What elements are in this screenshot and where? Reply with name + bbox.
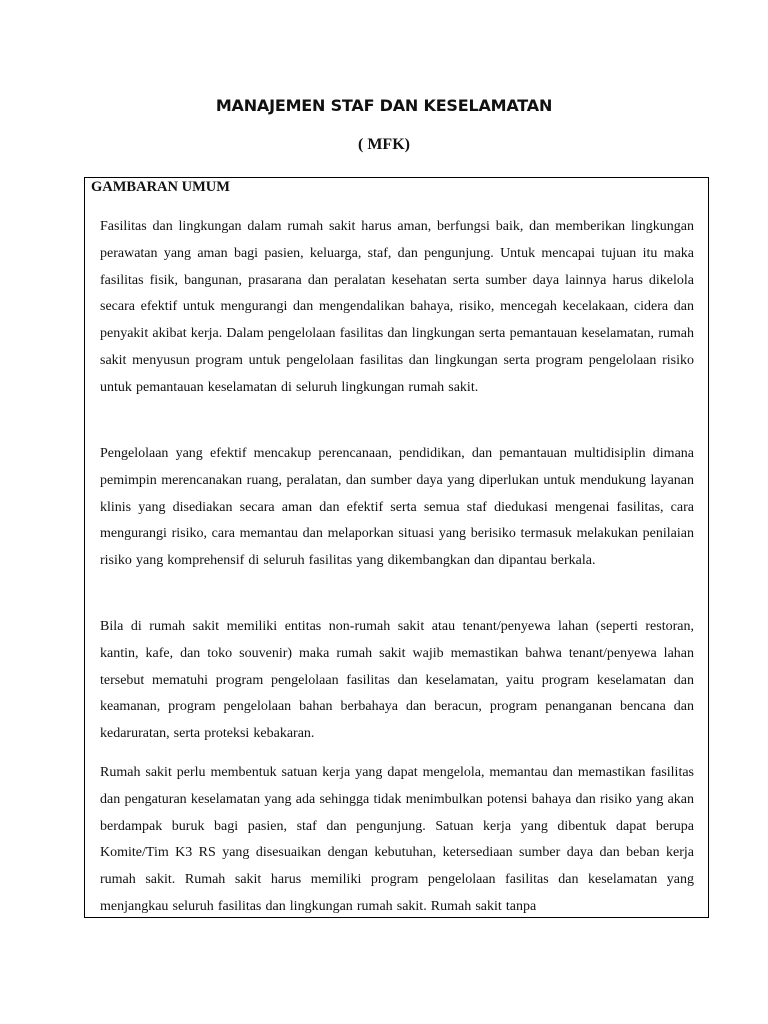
paragraph-2: Pengelolaan yang efektif mencakup perencanaan, pendidikan, dan pemantauan multidisiplin dimana pemimpin merencanakan ruang, peralatan, dan sumber daya yang diperlukan untuk mendukung layanan klinis yang disediakan secara aman dan efektif serta semua staf diedukasi mengenai fasilitas, cara mengurangi risiko, cara memantau dan melaporkan situasi yang berisiko termasuk melakukan penilaian risiko yang komprehensif di seluruh fasilitas yang dikembangkan dan dipantau berkala. — [100, 446, 694, 569]
document-subtitle: ( MFK) — [358, 136, 410, 153]
paragraph-4: Rumah sakit perlu membentuk satuan kerja yang dapat mengelola, memantau dan memastikan fasilitas dan pengaturan keselamatan yang ada sehingga tidak menimbulkan potensi bahaya dan risiko yang akan berdampak buruk bagi pasien, staf dan pengunjung. Satuan kerja yang dibentuk dapat berupa Komite/Tim K3 RS yang disesuaikan dengan kebutuhan, ketersediaan sumber daya dan beban kerja rumah sakit. Rumah sakit harus memiliki program pengelolaan fasilitas dan keselamatan yang menjangkau seluruh fasilitas dan lingkungan rumah sakit. Rumah sakit tanpa — [100, 765, 694, 914]
section-heading: GAMBARAN UMUM — [91, 179, 230, 195]
paragraph-1: Fasilitas dan lingkungan dalam rumah sakit harus aman, berfungsi baik, dan memberikan lingkungan perawatan yang aman bagi pasien, keluarga, staf, dan pengunjung. Untuk mencapai tujuan itu maka fasilitas fisik, bangunan, prasarana dan peralatan kesehatan serta sumber daya lainnya harus dikelola secara efektif untuk mengurangi dan mengendalikan bahaya, risiko, mencegah kecelakaan, cidera dan penyakit akibat kerja. Dalam pengelolaan fasilitas dan lingkungan serta pemantauan keselamatan, rumah sakit menyusun program untuk pengelolaan fasilitas dan lingkungan serta program pengelolaan risiko untuk pemantauan keselamatan di seluruh lingkungan rumah sakit. — [100, 219, 694, 395]
paragraph-3: Bila di rumah sakit memiliki entitas non-rumah sakit atau tenant/penyewa lahan (seperti restoran, kantin, kafe, dan toko souvenir) maka rumah sakit wajib memastikan bahwa tenant/penyewa lahan tersebut mematuhi program pengelolaan fasilitas dan keselamatan, yaitu program keselamatan dan keamanan, program pengelolaan bahan berbahaya dan beracun, program penanganan bencana dan kedaruratan, serta proteksi kebakaran. — [100, 619, 694, 742]
document-title: MANAJEMEN STAF DAN KESELAMATAN — [215, 96, 553, 115]
content-box — [84, 177, 709, 918]
